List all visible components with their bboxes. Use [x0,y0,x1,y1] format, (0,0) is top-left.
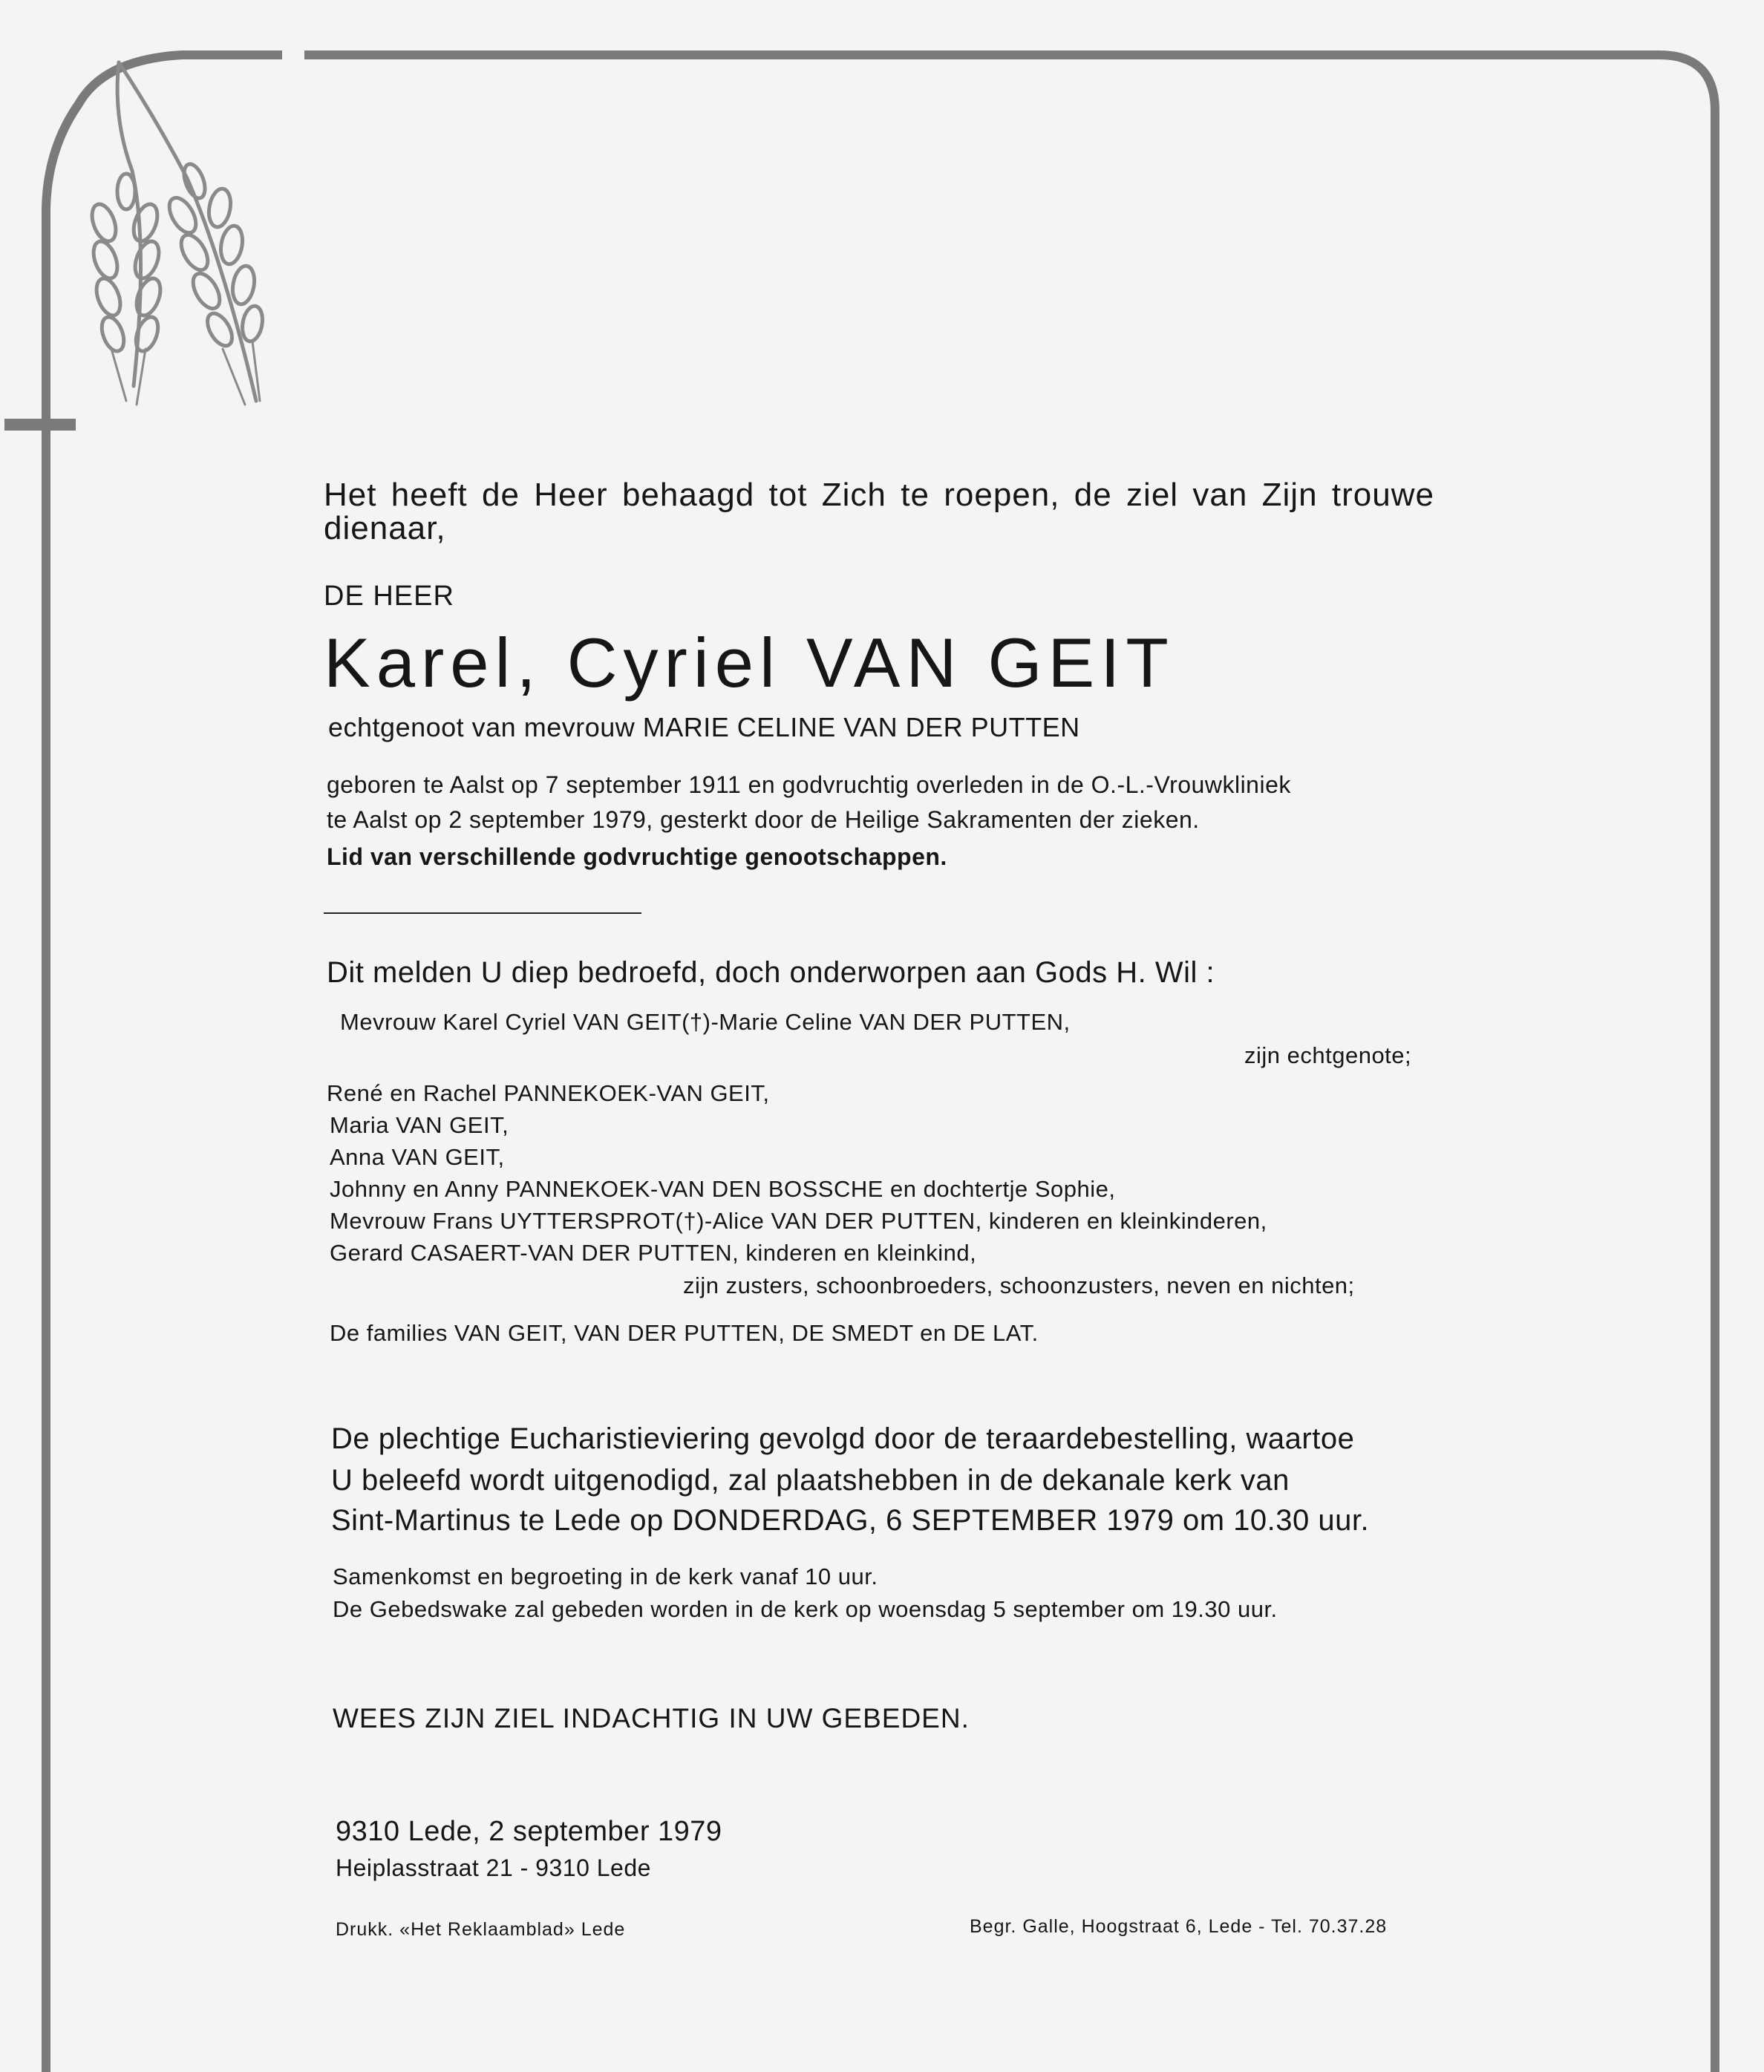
home-address: Heiplasstraat 21 - 9310 Lede [336,1854,651,1881]
ceremony-line-3: Sint-Martinus te Lede op DONDERDAG, 6 SEPTEMBER 1979 om 10.30 uur. [331,1504,1370,1537]
cross-bar [4,419,76,431]
vigil-line: De Gebedswake zal gebeden worden in de kerk op woensdag 5 september om 19.30 uur. [333,1596,1278,1622]
family-heading: Dit melden U diep bedroefd, doch onderworpen aan Gods H. Wil : [327,956,1215,989]
undertaker-credit: Begr. Galle, Hoogstraat 6, Lede - Tel. 70.37.28 [970,1916,1388,1937]
gathering-line: Samenkomst en begroeting in de kerk vanaf 10 uur. [333,1563,878,1589]
family-member-4: Johnny en Anny PANNEKOEK-VAN DEN BOSSCHE en dochtertje Sophie, [330,1176,1116,1202]
family-member-3: Anna VAN GEIT, [330,1144,505,1170]
ceremony-line-2: U beleefd wordt uitgenodigd, zal plaatshebben in de dekanale kerk van [331,1464,1290,1497]
intro-line-1: Het heeft de Heer behaagd tot Zich te roepen, de ziel van Zijn trouwe [324,477,1434,513]
family-member-2: Maria VAN GEIT, [330,1112,509,1138]
closing-prayer: WEES ZIJN ZIEL INDACHTIG IN UW GEBEDEN. [333,1703,970,1733]
widow-line: Mevrouw Karel Cyriel VAN GEIT(†)-Marie Celine VAN DER PUTTEN, [340,1009,1071,1035]
family-member-5: Mevrouw Frans UYTTERSPROT(†)-Alice VAN DER PUTTEN, kinderen en kleinkinderen, [330,1208,1267,1234]
families-line: De families VAN GEIT, VAN DER PUTTEN, DE SMEDT en DE LAT. [330,1320,1039,1346]
family-member-6: Gerard CASAERT-VAN DER PUTTEN, kinderen en kleinkind, [330,1240,977,1266]
intro-line-2: dienaar, [324,510,446,546]
honorific-title: DE HEER [324,581,454,612]
section-divider [324,912,641,914]
place-date: 9310 Lede, 2 september 1979 [336,1816,722,1847]
spouse-line: echtgenoot van mevrouw MARIE CELINE VAN DER PUTTEN [328,712,1080,742]
wheat-ears-icon [88,62,265,405]
relatives-role: zijn zusters, schoonbroeders, schoonzusters, neven en nichten; [683,1272,1355,1298]
family-member-1: René en Rachel PANNEKOEK-VAN GEIT, [327,1080,770,1106]
membership-line: Lid van verschillende godvruchtige genootschappen. [327,843,947,870]
deceased-name: Karel, Cyriel VAN GEIT [324,624,1175,702]
bio-line-1: geboren te Aalst op 7 september 1911 en godvruchtig overleden in de O.-L.-Vrouwkliniek [327,771,1291,798]
printer-credit: Drukk. «Het Reklaamblad» Lede [336,1919,626,1940]
widow-role: zijn echtgenote; [1244,1042,1412,1068]
bio-line-2: te Aalst op 2 september 1979, gesterkt door de Heilige Sakramenten der zieken. [327,806,1200,833]
frame-border [304,55,1715,2072]
ceremony-line-1: De plechtige Eucharistieviering gevolgd door de teraardebestelling, waartoe [331,1422,1355,1455]
